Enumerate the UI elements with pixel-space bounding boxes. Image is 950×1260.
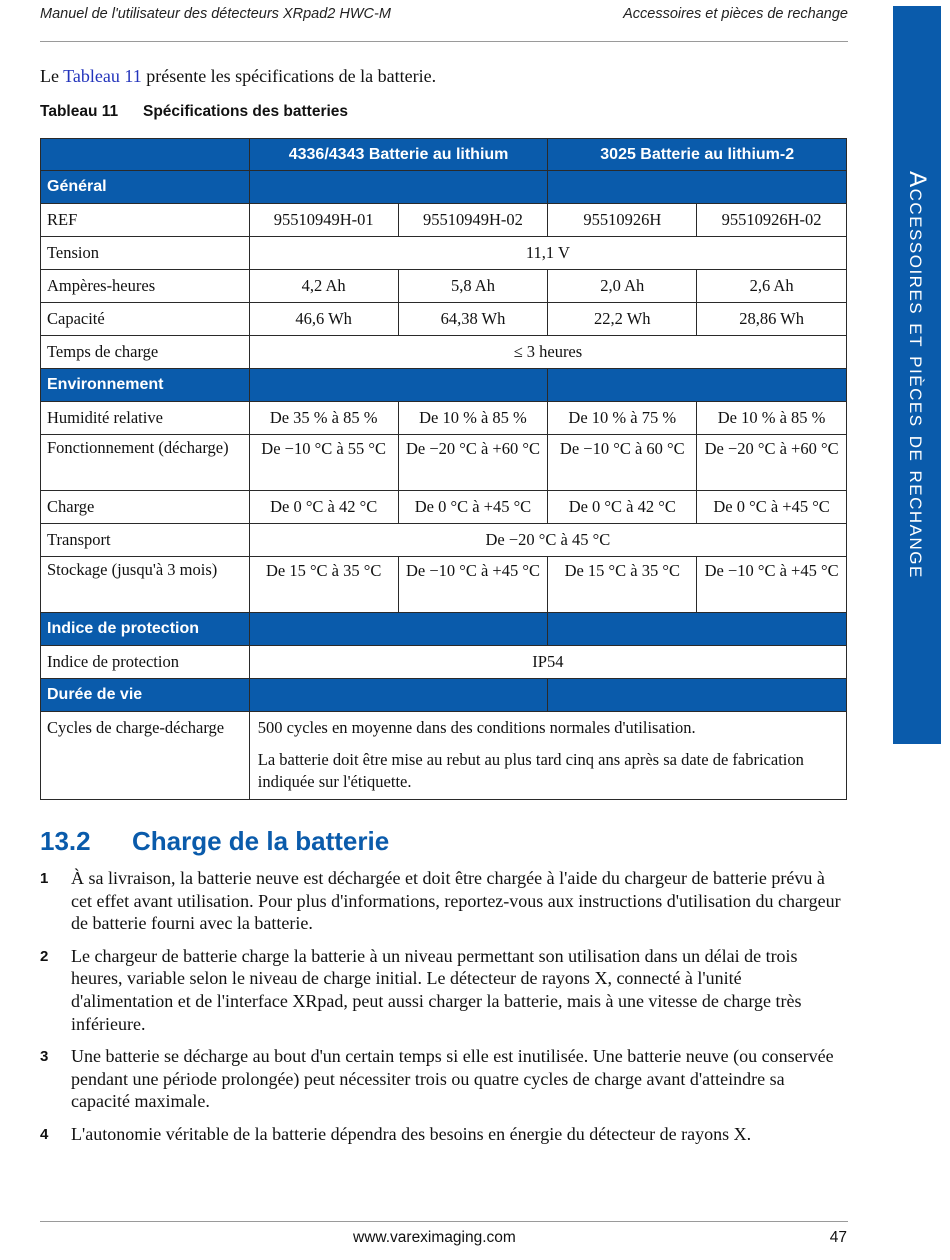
cell-value: De 10 % à 85 %: [697, 402, 847, 435]
table-row-charge-time: [41, 336, 847, 369]
cell-value: De 0 °C à +45 °C: [398, 491, 548, 524]
section-fill: [249, 171, 548, 204]
section-number: 13.2: [40, 826, 91, 856]
row-label: Cycles de charge-décharge: [41, 712, 250, 800]
table-reference-link[interactable]: Tableau 11: [63, 66, 142, 86]
cell-value: De 10 % à 75 %: [548, 402, 697, 435]
cell-value: 95510926H: [548, 204, 697, 237]
chapter-side-tab: [893, 6, 941, 744]
row-label: Ampères-heures: [41, 270, 250, 303]
section-label-protection: Indice de protection: [41, 613, 250, 646]
table-row-ip: [41, 646, 847, 679]
cell-value: 2,0 Ah: [548, 270, 697, 303]
table-row-humidity: [41, 402, 847, 435]
cell-value: De 10 % à 85 %: [398, 402, 548, 435]
footer-divider: [40, 1221, 848, 1222]
section-fill: [548, 679, 847, 712]
header-manual-title: Manuel de l'utilisateur des détecteurs XRpad2 HWC-M: [40, 6, 391, 22]
table-row-ref: [41, 204, 847, 237]
table-caption-title: Spécifications des batteries: [143, 103, 349, 120]
col-header-4336-4343: 4336/4343 Batterie au lithium: [249, 139, 548, 171]
chapter-side-tab-label: Accessoires et pièces de rechange: [904, 171, 931, 579]
cell-value: De −20 °C à +60 °C: [398, 435, 548, 491]
cell-value: De 15 °C à 35 °C: [548, 557, 697, 613]
section-row-life: [41, 679, 847, 712]
cell-value: 5,8 Ah: [398, 270, 548, 303]
table-header-row: [41, 139, 847, 171]
cell-value-long: [249, 712, 846, 800]
intro-text-before: Le: [40, 66, 64, 86]
section-label-environment: Environnement: [41, 369, 250, 402]
cell-value: De −10 °C à 60 °C: [548, 435, 697, 491]
cell-value: ≤ 3 heures: [249, 336, 846, 369]
row-label: Fonctionnement (décharge): [41, 435, 250, 491]
cell-value: 2,6 Ah: [697, 270, 847, 303]
col-header-3025: 3025 Batterie au lithium-2: [548, 139, 847, 171]
cell-value: De 0 °C à 42 °C: [548, 491, 697, 524]
row-label: Transport: [41, 524, 250, 557]
cell-value: 22,2 Wh: [548, 303, 697, 336]
cell-value: De 15 °C à 35 °C: [249, 557, 398, 613]
step-text: Une batterie se décharge au bout d'un certain temps si elle est inutilisée. Une batterie neuve (ou conservée pendant une période prolongée) peut nécessiter trois ou quatre cycles de charge avant d'atteindre sa capacité maximale.: [71, 1046, 834, 1112]
charging-steps-list: [40, 867, 846, 1156]
table-row-amp-hours: [41, 270, 847, 303]
list-item: [40, 945, 846, 1035]
cell-value: De −10 °C à 55 °C: [249, 435, 398, 491]
table-row-capacity: [41, 303, 847, 336]
footer-website-link[interactable]: www.vareximaging.com: [353, 1229, 516, 1246]
cell-value: De −10 °C à +45 °C: [697, 557, 847, 613]
section-fill: [249, 679, 548, 712]
table-row-charge: [41, 491, 847, 524]
table-caption-number: Tableau 11: [40, 103, 119, 120]
cell-value: IP54: [249, 646, 846, 679]
cycles-text-line2: La batterie doit être mise au rebut au plus tard cinq ans après sa date de fabrication indiquée sur l'étiquette.: [257, 750, 804, 791]
table-caption: [40, 103, 348, 121]
step-text: Le chargeur de batterie charge la batterie à un niveau permettant son utilisation dans un délai de trois heures, variable selon le niveau de charge initial. Le détecteur de rayons X, connecté à l'unité d'alimentation et de l'interface XRpad, peut aussi charger la batterie, mais à une vitesse de charge très inférieure.: [71, 945, 802, 1034]
table-header-corner: [41, 139, 250, 171]
section-title: Charge de la batterie: [132, 826, 390, 856]
list-item: [40, 1045, 846, 1113]
section-row-environment: [41, 369, 847, 402]
cell-value: 95510949H-02: [398, 204, 548, 237]
step-number: 3: [40, 1048, 49, 1066]
table-row-storage: [41, 557, 847, 613]
section-fill: [548, 171, 847, 204]
row-label: Indice de protection: [41, 646, 250, 679]
cell-value: De 0 °C à +45 °C: [697, 491, 847, 524]
cell-value: 64,38 Wh: [398, 303, 548, 336]
step-text: L'autonomie véritable de la batterie dépendra des besoins en énergie du détecteur de rayons X.: [71, 1123, 752, 1144]
cell-value: De 35 % à 85 %: [249, 402, 398, 435]
header-chapter-title: Accessoires et pièces de rechange: [623, 6, 848, 22]
cell-value: De −20 °C à 45 °C: [249, 524, 846, 557]
cell-value: De −10 °C à +45 °C: [398, 557, 548, 613]
table-row-voltage: [41, 237, 847, 270]
row-label: Humidité relative: [41, 402, 250, 435]
row-label: Stockage (jusqu'à 3 mois): [41, 557, 250, 613]
table-row-transport: [41, 524, 847, 557]
section-row-general: [41, 171, 847, 204]
list-item: [40, 1123, 846, 1146]
section-row-protection: [41, 613, 847, 646]
section-fill: [548, 613, 847, 646]
row-label: Temps de charge: [41, 336, 250, 369]
section-label-life: Durée de vie: [41, 679, 250, 712]
cycles-text-line1: 500 cycles en moyenne dans des conditions normales d'utilisation.: [257, 718, 696, 737]
step-number: 1: [40, 870, 49, 887]
cell-value: 28,86 Wh: [697, 303, 847, 336]
step-number: 2: [40, 947, 49, 965]
step-text: À sa livraison, la batterie neuve est déchargée et doit être chargée à l'aide du chargeur de batterie prévu à cet effet avant utilisation. Pour plus d'informations, reportez-vous aux instructions d'utilisation du chargeur de batterie fourni avec la batterie.: [71, 868, 841, 934]
row-label: REF: [41, 204, 250, 237]
table-row-operation: [41, 435, 847, 491]
section-heading: [40, 826, 389, 857]
list-item: [40, 867, 846, 935]
cell-value: 4,2 Ah: [249, 270, 398, 303]
intro-paragraph: [40, 66, 436, 87]
cell-value: 11,1 V: [249, 237, 846, 270]
table-row-cycles: [41, 712, 847, 800]
section-fill: [249, 613, 548, 646]
page-number: 47: [829, 1229, 847, 1246]
cell-value: 95510926H-02: [697, 204, 847, 237]
section-label-general: Général: [41, 171, 250, 204]
row-label: Tension: [41, 237, 250, 270]
section-fill: [249, 369, 548, 402]
step-number: 4: [40, 1125, 49, 1143]
battery-spec-table: [40, 138, 847, 800]
cell-value: De 0 °C à 42 °C: [249, 491, 398, 524]
row-label: Capacité: [41, 303, 250, 336]
page-header: [40, 6, 848, 42]
section-fill: [548, 369, 847, 402]
row-label: Charge: [41, 491, 250, 524]
cell-value: De −20 °C à +60 °C: [697, 435, 847, 491]
cell-value: 46,6 Wh: [249, 303, 398, 336]
cell-value: 95510949H-01: [249, 204, 398, 237]
intro-text-after: présente les spécifications de la batterie.: [141, 66, 437, 86]
